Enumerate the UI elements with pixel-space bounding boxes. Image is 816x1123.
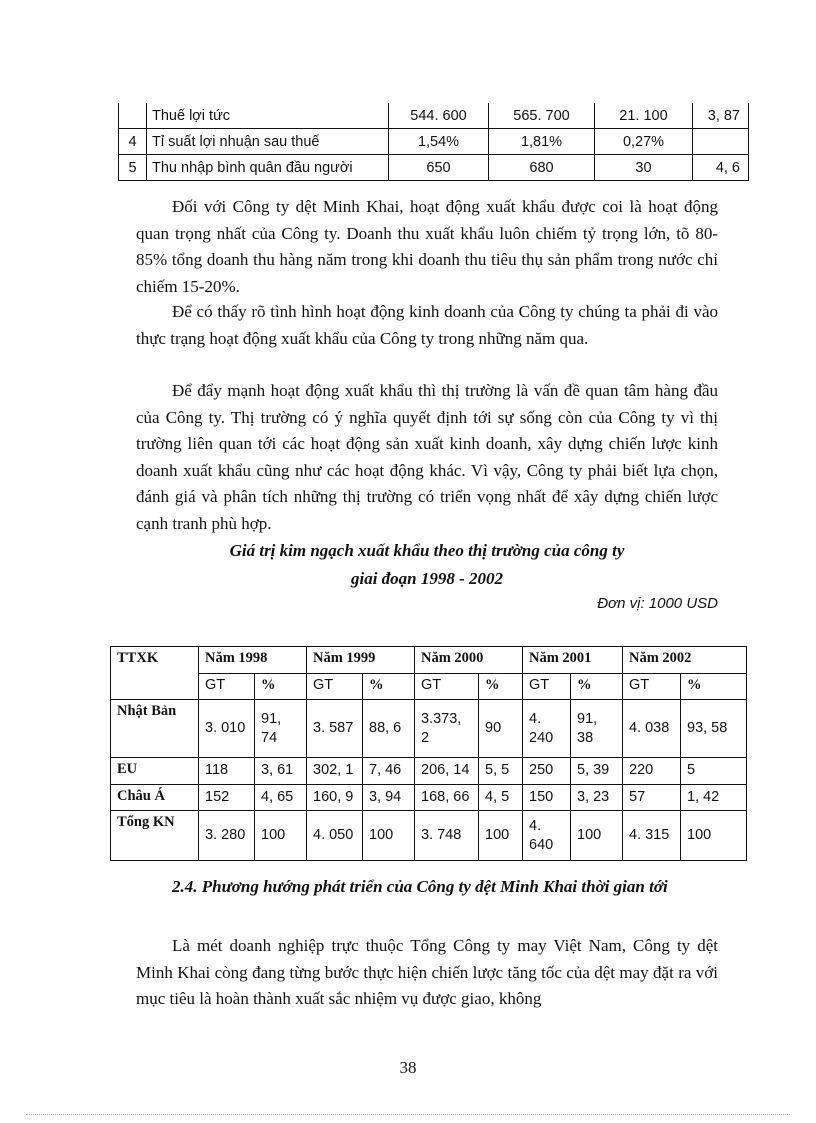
value-cell: 152 [199, 784, 255, 811]
year-header: Năm 2002 [623, 647, 747, 674]
value-cell: 4, 65 [255, 784, 307, 811]
value-cell: 160, 9 [307, 784, 363, 811]
value-cell: 150 [523, 784, 571, 811]
value-cell: 1, 42 [681, 784, 747, 811]
value-cell: 3. 280 [199, 811, 255, 861]
body-paragraph: Để có thấy rõ tình hình hoạt động kinh doanh của Công ty chúng ta phải đi vào thực trạng hoạt động xuất khẩu của Công ty trong những năm qua. [136, 302, 718, 348]
value-cell: 100 [479, 811, 523, 861]
value-cell: 7, 46 [363, 758, 415, 785]
body-paragraph: Để đẩy mạnh hoạt động xuất khẩu thì thị trường là vấn đề quan tâm hàng đầu của Công ty. Thị trường có ý nghĩa quyết định tới sự sống còn của Công ty vì thị trường liên quan tới các hoạt động sản xuất kinh doanh, xây dựng chiến lược kinh doanh xuất khẩu cũng như các hoạt động khác. Vì vậy, Công ty phải biết lựa chọn, đánh giá và phân tích những thị trường có triển vọng nhất để xây dựng chiến lược cạnh tranh phù hợp. [136, 381, 718, 533]
value-cell: 650 [389, 155, 489, 181]
value-cell: 4. 038 [623, 700, 681, 758]
page-number: 38 [399, 1058, 417, 1077]
value-cell: 3. 010 [199, 700, 255, 758]
value-cell: 4. 050 [307, 811, 363, 861]
value-cell: 4. 640 [523, 811, 571, 861]
body-paragraph: Đối với Công ty dệt Minh Khai, hoạt động xuất khẩu được coi là hoạt động quan trọng nhất của Công ty. Doanh thu xuất khẩu luôn chiếm tỷ trọng lớn, tõ 80-85% tổng doanh thu hàng năm trong khi doanh thu tiêu thụ sản phẩm trong nước chỉ chiếm 15-20%. [136, 197, 718, 296]
market-label: Nhật Bản [111, 700, 199, 758]
value-cell: 1,54% [389, 129, 489, 155]
value-cell: 118 [199, 758, 255, 785]
table-row [111, 700, 747, 758]
table-header-row [111, 647, 747, 674]
value-cell: 93, 58 [681, 700, 747, 758]
value-cell: 3, 61 [255, 758, 307, 785]
value-cell: 91, 38 [571, 700, 623, 758]
percent-header: % [681, 673, 747, 700]
value-cell: 168, 66 [415, 784, 479, 811]
unit-label: Đơn vị: 1000 USD [597, 595, 718, 612]
market-label: Tổng KN [111, 811, 199, 861]
table-row [111, 758, 747, 785]
value-cell: 5, 5 [479, 758, 523, 785]
value-cell: 250 [523, 758, 571, 785]
value-cell: 3, 94 [363, 784, 415, 811]
value-cell: 544. 600 [389, 103, 489, 129]
export-turnover-table [110, 646, 747, 861]
table-row [111, 784, 747, 811]
value-cell: 3. 587 [307, 700, 363, 758]
row-index [119, 103, 147, 129]
value-cell: 100 [681, 811, 747, 861]
corner-header: TTXK [111, 647, 199, 700]
gt-header: GT [199, 673, 255, 700]
value-cell: 3.373, 2 [415, 700, 479, 758]
percent-header: % [255, 673, 307, 700]
value-cell: 206, 14 [415, 758, 479, 785]
row-index: 5 [119, 155, 147, 181]
value-cell: 100 [363, 811, 415, 861]
value-cell: 57 [623, 784, 681, 811]
gt-header: GT [415, 673, 479, 700]
value-cell: 302, 1 [307, 758, 363, 785]
row-label: Thuế lợi tức [147, 103, 389, 129]
percent-header: % [363, 673, 415, 700]
value-cell: 0,27% [595, 129, 693, 155]
row-label: Tỉ suất lợi nhuận sau thuế [147, 129, 389, 155]
value-cell: 91, 74 [255, 700, 307, 758]
row-label: Thu nhập bình quân đầu người [147, 155, 389, 181]
year-header: Năm 1998 [199, 647, 307, 674]
value-cell: 4, 5 [479, 784, 523, 811]
value-cell: 3. 748 [415, 811, 479, 861]
table-caption: Giá trị kim ngạch xuất khẩu theo thị trường của công ty [229, 541, 625, 560]
value-cell: 5 [681, 758, 747, 785]
value-cell: 5, 39 [571, 758, 623, 785]
table-caption-subtitle: giai đoạn 1998 - 2002 [350, 569, 504, 588]
section-heading: 2.4. Phương hướng phát triển của Công ty dệt Minh Khai thời gian tới [172, 877, 668, 896]
value-cell: 565. 700 [489, 103, 595, 129]
percent-header: % [571, 673, 623, 700]
table-row [111, 811, 747, 861]
row-index: 4 [119, 129, 147, 155]
value-cell: 4. 315 [623, 811, 681, 861]
value-cell: 1,81% [489, 129, 595, 155]
table-subheader-row [111, 673, 747, 700]
percent-cell [693, 129, 749, 155]
page-edge-divider [26, 1114, 790, 1115]
body-paragraph: Là mét doanh nghiệp trực thuộc Tổng Công ty may Việt Nam, Công ty dệt Minh Khai còng đang từng bước thực hiện chiến lược tăng tốc của dệt may đặt ra với mục tiêu là hoàn thành xuất sắc nhiệm vụ được giao, không [136, 936, 718, 1008]
financial-summary-table [118, 103, 749, 181]
value-cell: 220 [623, 758, 681, 785]
value-cell: 4. 240 [523, 700, 571, 758]
year-header: Năm 2001 [523, 647, 623, 674]
value-cell: 21. 100 [595, 103, 693, 129]
value-cell: 100 [255, 811, 307, 861]
table-row [119, 103, 749, 129]
year-header: Năm 1999 [307, 647, 415, 674]
percent-cell: 3, 87 [693, 103, 749, 129]
value-cell: 680 [489, 155, 595, 181]
value-cell: 88, 6 [363, 700, 415, 758]
value-cell: 100 [571, 811, 623, 861]
gt-header: GT [307, 673, 363, 700]
table-row [119, 155, 749, 181]
table-row [119, 129, 749, 155]
percent-header: % [479, 673, 523, 700]
market-label: Châu Á [111, 784, 199, 811]
year-header: Năm 2000 [415, 647, 523, 674]
value-cell: 30 [595, 155, 693, 181]
gt-header: GT [523, 673, 571, 700]
market-label: EU [111, 758, 199, 785]
value-cell: 90 [479, 700, 523, 758]
gt-header: GT [623, 673, 681, 700]
percent-cell: 4, 6 [693, 155, 749, 181]
value-cell: 3, 23 [571, 784, 623, 811]
